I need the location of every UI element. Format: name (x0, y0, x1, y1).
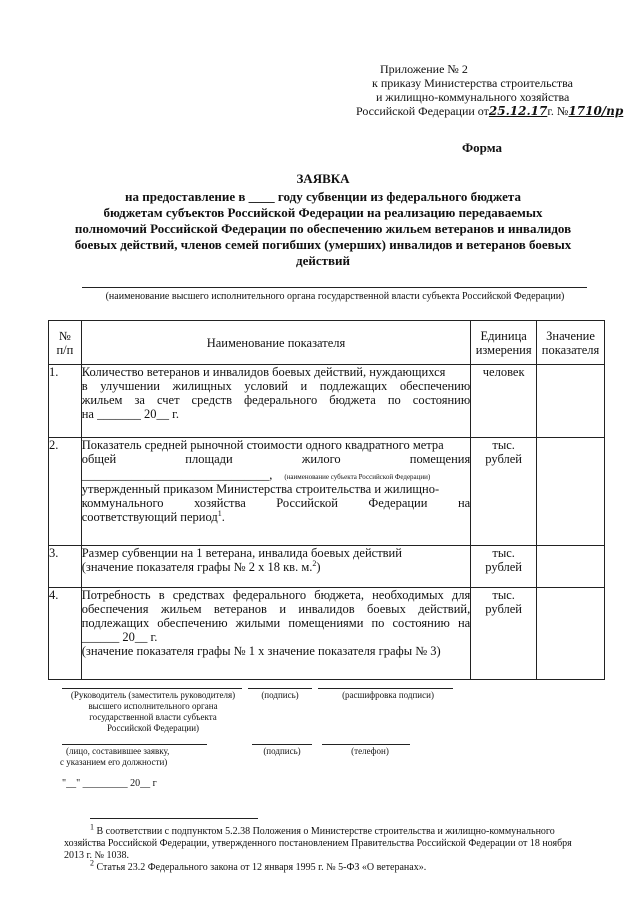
row4-value (537, 588, 605, 680)
row2-word-a: общей (81, 452, 117, 466)
order-date-prefix: Российской Федерации от (356, 104, 489, 118)
row2-value (537, 438, 605, 546)
row4-unit (471, 588, 537, 680)
row1-name (81, 365, 470, 438)
row3-line1: Размер субвенции на 1 ветерана, инвалида боевых действий (81, 546, 402, 560)
signature-date: "__" _________ 20__ г (62, 778, 157, 789)
compiler-phone-caption: (телефон) (351, 746, 389, 756)
table-row (49, 588, 605, 680)
row4-line2: обеспечения жильем ветеранов и инвалидов боевых действий, (81, 602, 471, 616)
head-caption-1: (Руководитель (заместитель руководителя) (70, 690, 236, 700)
row2-unit (471, 438, 537, 546)
row2-line6 (82, 510, 470, 524)
row3-value (537, 546, 605, 588)
table-header-row (49, 321, 605, 365)
head-caption-4: Российской Федерации) (106, 723, 200, 733)
row1-line1 (82, 365, 470, 379)
ministry-line: и жилищно-коммунального хозяйства (376, 90, 570, 104)
row4-unit-line1: тыс. (492, 588, 515, 602)
row1-line2: в улучшении жилищных условий и подлежащих обеспечению (81, 379, 471, 393)
row2-word-i: на (457, 496, 471, 510)
row2-word-e: коммунального (81, 496, 164, 510)
header-value (537, 321, 605, 365)
appendix-label: Приложение № 2 (380, 62, 468, 76)
row2-period: соответствующий период (81, 510, 218, 524)
row4-num: 4. (49, 588, 82, 680)
footnote-1-line-2: хозяйства Российской Федерации, утвержденного постановлением Правительства Российской Федерации от 18 ноября (64, 838, 572, 849)
row2-unit-line2: рублей (485, 452, 522, 466)
header-num-line1: № (58, 328, 71, 343)
table-row (49, 438, 605, 546)
footnote-1-line-1 (90, 822, 620, 838)
title-word: ЗАЯВКА (296, 171, 350, 186)
footnote-1-line-3: 2013 г. № 1038. (64, 850, 130, 861)
head-signature-caption: (подпись) (261, 690, 299, 700)
order-date-line (356, 104, 626, 118)
head-caption-2: высшего исполнительного органа (88, 701, 218, 711)
table-row (49, 365, 605, 438)
row2-line3 (82, 466, 470, 482)
head-sign-line (248, 688, 312, 689)
row4-name (81, 588, 470, 680)
title-line-4: боевых действий, членов семей погибших (умерших) инвалидов и ветеранов боевых (74, 237, 572, 252)
authority-underline (82, 287, 587, 288)
indicator-table (48, 320, 605, 680)
authority-caption: (наименование высшего исполнительного органа государственной власти субъекта Российской Федерации) (105, 291, 565, 302)
header-unit (471, 321, 537, 365)
row2-line4: утвержденный приказом Министерства строительства и жилищно- (81, 482, 440, 496)
header-num (49, 321, 82, 365)
row4-unit-line2: рублей (485, 602, 522, 616)
compiler-line (62, 744, 207, 745)
row2-word-c: жилого (301, 452, 341, 466)
order-date-handwritten: 25.12.17 (488, 104, 548, 118)
header-unit-line1: Единица (480, 328, 527, 343)
row2-line5 (82, 496, 470, 510)
compiler-sign-line (252, 744, 312, 745)
footnote-2 (90, 858, 620, 874)
row3-formula-end: ) (316, 560, 321, 574)
row1-unit: человек (471, 365, 537, 438)
row2-word-g: Российской (276, 496, 338, 510)
footnote-1-text-1: В соответствии с подпунктом 5.2.38 Положения о Министерстве строительства и жилищно-коммунального (96, 826, 555, 837)
row3-unit-line2: рублей (485, 560, 522, 574)
title-line-5: действий (296, 253, 350, 268)
row2-word-b: площади (185, 452, 233, 466)
head-decoding-caption: (расшифровка подписи) (342, 690, 434, 700)
row1-line3: жильем за счет средств федерального бюджета по состоянию (81, 393, 471, 407)
row2-word-h: Федерации (368, 496, 428, 510)
row2-name (81, 438, 470, 546)
row2-num: 2. (49, 438, 82, 546)
row3-footnote-ref: 2 (312, 558, 317, 568)
footnote-separator (90, 818, 258, 819)
header-name: Наименование показателя (81, 321, 470, 365)
row4-line4: ______ 20__ г. (81, 630, 158, 644)
row1-value (537, 365, 605, 438)
order-line: к приказу Министерства строительства (372, 76, 573, 90)
row2-line2 (82, 452, 470, 466)
row2-word-f: хозяйства (194, 496, 246, 510)
row3-line2 (82, 560, 470, 574)
order-number-prefix: г. № (547, 104, 569, 118)
footnote-1-mark: 1 (90, 822, 94, 832)
footnote-2-text: Статья 23.2 Федерального закона от 12 января 1995 г. № 5-ФЗ «О ветеранах». (96, 862, 427, 873)
table-row (49, 546, 605, 588)
row3-name (81, 546, 470, 588)
row4-line5: (значение показателя графы № 1 х значение показателя графы № 3) (81, 644, 441, 658)
row3-formula: (значение показателя графы № 2 х 18 кв. м. (81, 560, 313, 574)
title-line-2: бюджетам субъектов Российской Федерации на реализацию передаваемых (103, 205, 543, 220)
form-label: Форма (462, 140, 502, 155)
row2-word-d: помещения (409, 452, 471, 466)
row2-subject-blank: ______________________________, (81, 468, 273, 482)
header-unit-line2: измерения (475, 342, 532, 357)
title-line-1: на предоставление в ____ году субвенции из федерального бюджета (125, 189, 521, 204)
header-value-line2: показателя (541, 342, 600, 357)
row1-text1: Количество ветеранов и инвалидов боевых действий, нуждающихся (81, 365, 446, 379)
footnote-2-mark: 2 (90, 858, 94, 868)
header-value-line1: Значение (546, 328, 595, 343)
title-line-3: полномочий Российской Федерации по обеспечению жильем ветеранов и инвалидов (74, 221, 572, 236)
compiler-phone-line (322, 744, 410, 745)
row2-subject-caption: (наименование субъекта Российской Федерации) (284, 473, 431, 481)
compiler-signature-caption: (подпись) (263, 746, 301, 756)
row4-line1: Потребность в средствах федерального бюджета, необходимых для (81, 588, 471, 602)
compiler-caption-1: (лицо, составившее заявку, (66, 746, 170, 756)
head-decoding-line (318, 688, 453, 689)
row3-num: 3. (49, 546, 82, 588)
head-signature-line (62, 688, 242, 689)
head-caption-3: государственной власти субъекта (89, 712, 217, 722)
row2-line1: Показатель средней рыночной стоимости одного квадратного метра (81, 438, 444, 452)
row2-unit-line1: тыс. (492, 438, 515, 452)
row2-period-end: . (221, 510, 225, 524)
row4-line3: подлежащих обеспечению жилыми помещениями по состоянию на (81, 616, 471, 630)
row1-line4: на _______ 20__ г. (81, 407, 179, 421)
header-num-line2: п/п (56, 342, 74, 357)
row3-unit-line1: тыс. (492, 546, 515, 560)
compiler-caption-2: с указанием его должности) (60, 757, 168, 767)
row1-num: 1. (49, 365, 82, 438)
row3-unit (471, 546, 537, 588)
row2-footnote-ref: 1 (217, 508, 222, 518)
order-number-handwritten: 1710/пр (568, 104, 624, 118)
